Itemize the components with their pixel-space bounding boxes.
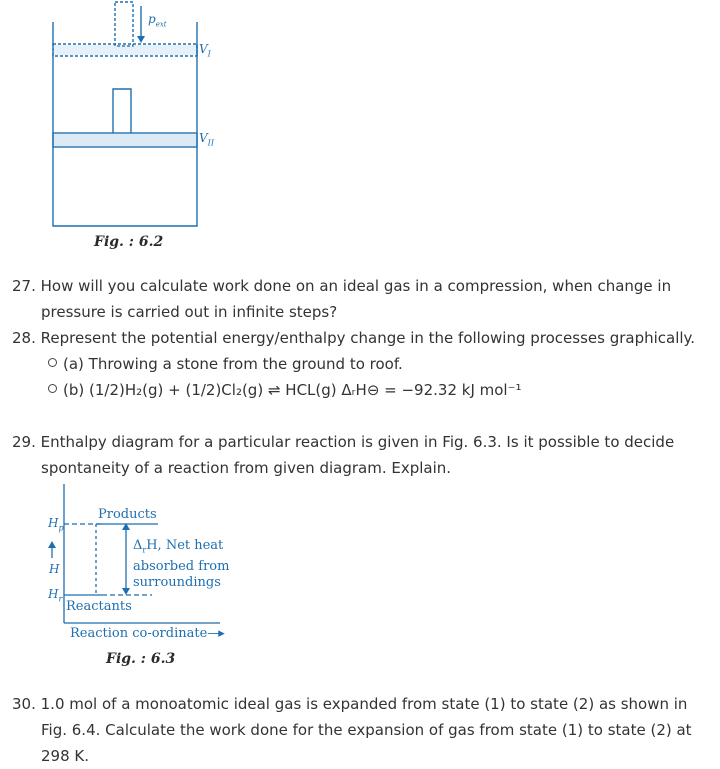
x-axis-label: Reaction co-ordinate—▸ [70,626,223,641]
question-27 [12,273,712,299]
figure-6-2-diagram [40,0,240,232]
question-text: Enthalpy diagram for a particular reaction is given in Fig. 6.3. Is it possible to decide [40,433,675,451]
figure-6-3-caption: Fig. : 6.3 [106,651,176,667]
question-29 [12,429,712,455]
v2-label: $V_{II}$ [199,131,214,148]
hp-label: $H_p$ [48,516,64,533]
question-text: Represent the potential energy/enthalpy change in the following processes graphically. [40,329,696,347]
question-30-continued-2: 298 K. [41,747,90,765]
question-30 [12,691,717,717]
bullet-icon [48,358,57,367]
question-number: 27. [12,277,36,295]
bullet-icon [48,384,57,393]
question-number: 30. [12,695,36,713]
question-text: How will you calculate work done on an ideal gas in a compression, when change in [40,277,672,295]
h-axis-label: H [49,562,60,576]
products-label: Products [98,507,157,522]
question-30-continued: Fig. 6.4. Calculate the work done for the expansion of gas from state (1) to state (2) at [41,721,692,739]
question-28 [12,325,717,351]
enthalpy-note: $\Delta_rH$, Net heat absorbed from surroundings [133,538,230,590]
v1-label: $V_I$ [199,42,211,59]
pext-label: $p_{ext}$ [148,12,167,29]
question-number: 28. [12,329,36,347]
figure-6-2-caption: Fig. : 6.2 [94,234,164,250]
question-27-continued: pressure is carried out in infinite steps? [41,303,338,321]
question-28-item-b: (b) (1/2)H₂(g) + (1/2)Cl₂(g) ⇌ HCL(g) ΔᵣH⊖ = −92.32 kJ mol⁻¹ [48,377,522,403]
question-text: 1.0 mol of a monoatomic ideal gas is expanded from state (1) to state (2) as shown in [40,695,688,713]
question-29-continued: spontaneity of a reaction from given diagram. Explain. [41,459,452,477]
question-28-item-a: (a) Throwing a stone from the ground to roof. [48,351,403,377]
hr-label: $H_r$ [48,587,63,604]
reactants-label: Reactants [66,599,132,614]
question-number: 29. [12,433,36,451]
